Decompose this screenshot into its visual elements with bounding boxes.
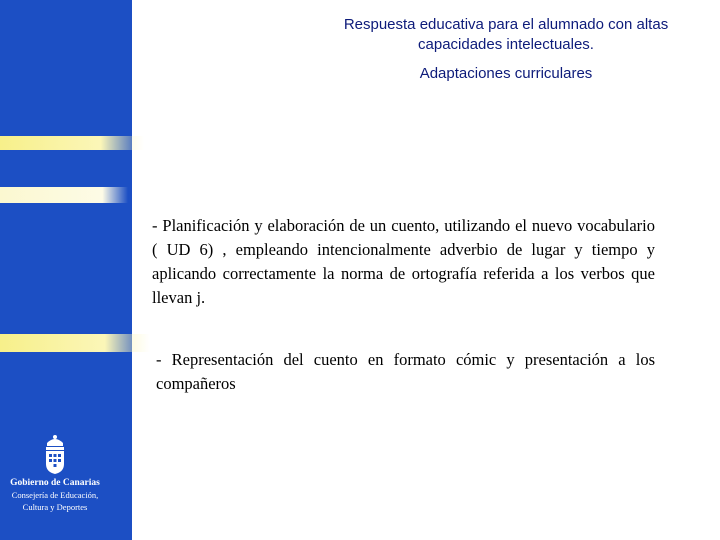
government-logo	[10, 434, 100, 512]
content-item-2: - Representación del cuento en formato cómic y presentación a los compañeros	[156, 350, 655, 393]
logo-name: Gobierno de Canarias	[10, 478, 100, 488]
coat-of-arms-icon	[42, 434, 68, 474]
decorative-stripe	[0, 187, 128, 203]
slide-title: Respuesta educativa para el alumnado con altas capacidades intelectuales.	[343, 16, 669, 53]
slide-subtitle: Adaptaciones curriculares	[419, 65, 593, 82]
decorative-stripe	[0, 334, 150, 352]
logo-department-line2: Cultura y Deportes	[22, 502, 88, 512]
decorative-stripe	[0, 136, 144, 150]
logo-department-line1: Consejería de Educación,	[11, 490, 99, 500]
content-item-1: - Planificación y elaboración de un cuento, utilizando el nuevo vocabulario ( UD 6) , empleando intencionalmente adverbio de lugar y tiempo y aplicando correctamente la norma de ortografía referida a los verbos que llevan j.	[152, 216, 655, 307]
